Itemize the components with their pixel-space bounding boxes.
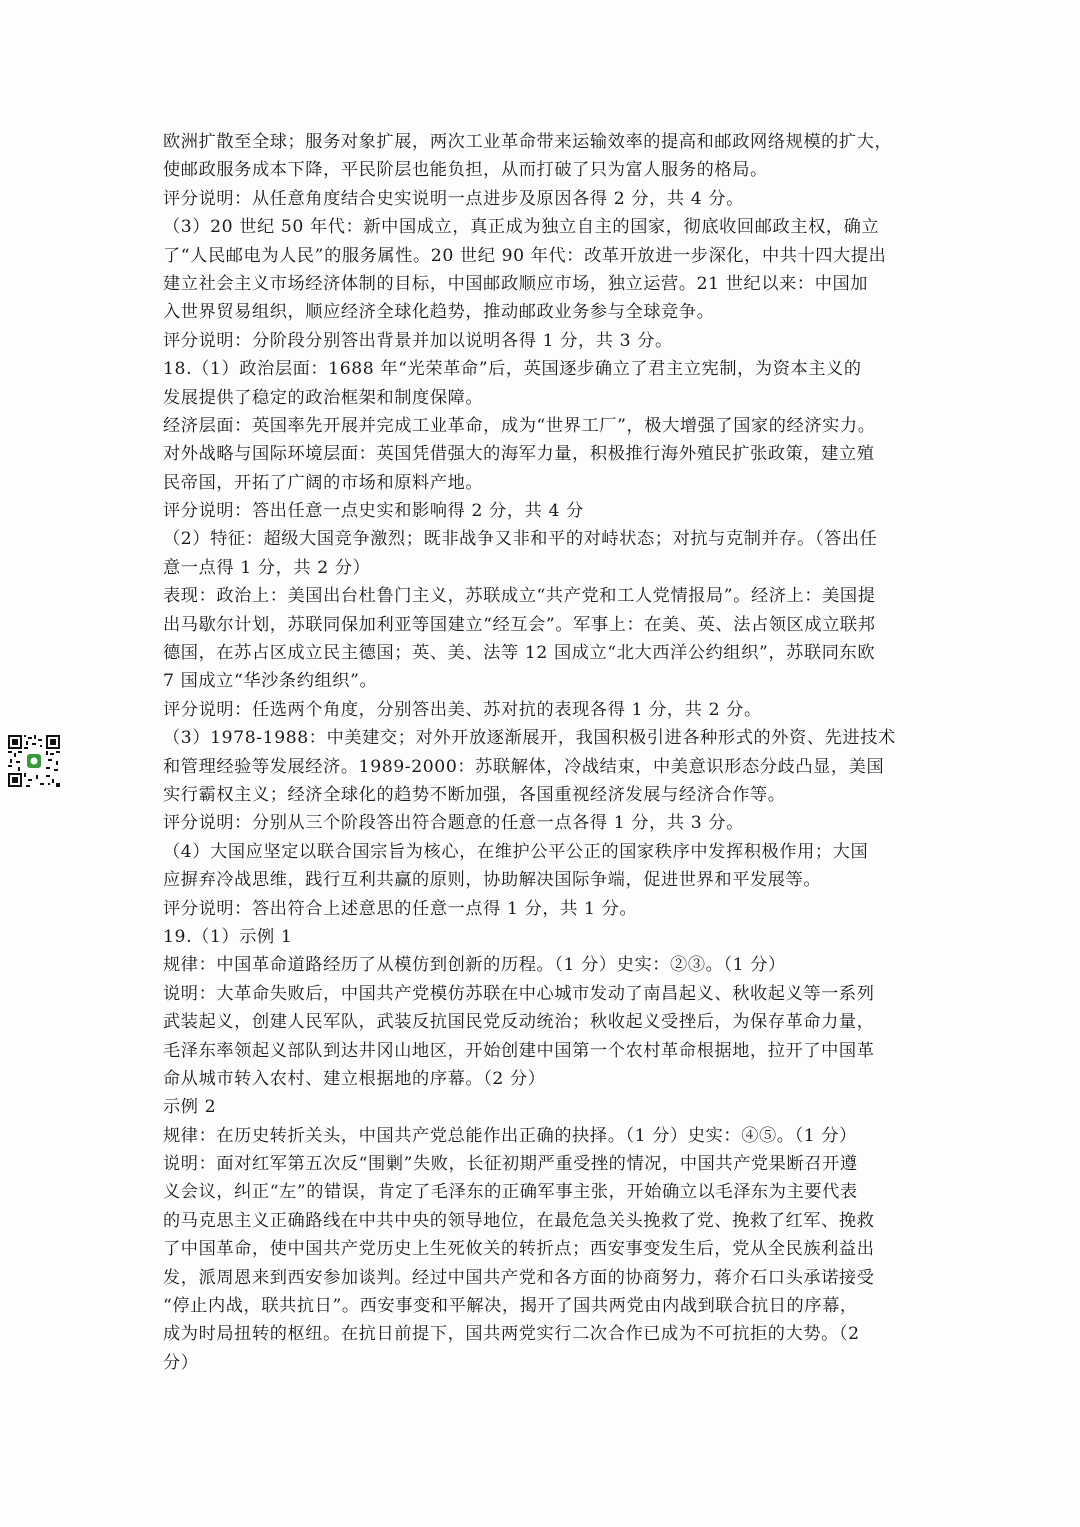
text-line: 成为时局扭转的枢纽。在抗日前提下，国共两党实行二次合作已成为不可抗拒的大势。（2 (163, 1324, 860, 1345)
text-line: 分） (163, 1352, 199, 1373)
text-line: 了中国革命，使中国共产党历史上生死攸关的转折点；西安事变发生后，党从全民族利益出 (163, 1239, 875, 1260)
text-line: 规律：在历史转折关头，中国共产党总能作出正确的抉择。（1 分）史实：④⑤。（1 分） (163, 1125, 857, 1146)
text-line: （3）20 世纪 50 年代：新中国成立，真正成为独立自主的国家，彻底收回邮政主权，确立 (163, 217, 880, 238)
text-line: 了“人民邮电为人民”的服务属性。20 世纪 90 年代：改革开放进一步深化，中共十四大提出 (163, 245, 887, 266)
text-line: （2）特征：超级大国竞争激烈；既非战争又非和平的对峙状态；对抗与克制并存。（答出任 (163, 529, 878, 550)
text-line: （4）大国应坚定以联合国宗旨为核心，在维护公平公正的国家秩序中发挥积极作用；大国 (163, 841, 869, 862)
text-line: 的马克思主义正确路线在中共中央的领导地位，在最危急关头挽救了党、挽救了红军、挽救 (163, 1210, 875, 1231)
scoring-note: 评分说明：分阶段分别答出背景并加以说明各得 1 分，共 3 分。 (163, 330, 673, 351)
scoring-note: 评分说明：任选两个角度，分别答出美、苏对抗的表现各得 1 分，共 2 分。 (163, 699, 762, 720)
text-line: 民帝国，开拓了广阔的市场和原料产地。 (163, 472, 484, 493)
text-line: 实行霸权主义；经济全球化的趋势不断加强，各国重视经济发展与经济合作等。 (163, 784, 786, 805)
text-line: 义会议，纠正“左”的错误，肯定了毛泽东的正确军事主张，开始确立以毛泽东为主要代表 (163, 1182, 858, 1203)
text-line: 发，派周恩来到西安参加谈判。经过中国共产党和各方面的协商努力，蒋介石口头承诺接受 (163, 1267, 875, 1288)
scoring-note: 评分说明：分别从三个阶段答出符合题意的任意一点各得 1 分，共 3 分。 (163, 813, 744, 834)
scoring-note: 评分说明：答出符合上述意思的任意一点得 1 分，共 1 分。 (163, 898, 638, 919)
text-line: 经济层面：英国率先开展并完成工业革命，成为“世界工厂”，极大增强了国家的经济实力。 (163, 415, 876, 436)
document-body (163, 128, 923, 1377)
text-line: 入世界贸易组织，顺应经济全球化趋势，推动邮政业务参与全球竞争。 (163, 302, 715, 323)
text-line: 说明：大革命失败后，中国共产党模仿苏联在中心城市发动了南昌起义、秋收起义等一系列 (163, 983, 875, 1004)
text-line: 建立社会主义市场经济体制的目标，中国邮政顺应市场，独立运营。21 世纪以来：中国加 (163, 273, 869, 294)
text-line: 发展提供了稳定的政治框架和制度保障。 (163, 387, 484, 408)
text-line: 使邮政服务成本下降，平民阶层也能负担，从而打破了只为富人服务的格局。 (163, 160, 768, 181)
text-line: 命从城市转入农村、建立根据地的序幕。（2 分） (163, 1068, 546, 1089)
example-heading: 示例 2 (163, 1097, 217, 1118)
qr-code (6, 733, 62, 789)
text-line: （3）1978-1988：中美建交；对外开放逐渐展开，我国积极引进各种形式的外资、先进技术 (163, 728, 896, 749)
text-line: 7 国成立“华沙条约组织”。 (163, 671, 378, 692)
text-line: 应摒弃冷战思维，践行互利共赢的原则，协助解决国际争端，促进世界和平发展等。 (163, 870, 822, 891)
text-line: 对外战略与国际环境层面：英国凭借强大的海军力量，积极推行海外殖民扩张政策，建立殖 (163, 444, 875, 465)
scoring-note: 评分说明：答出任意一点史实和影响得 2 分，共 4 分 (163, 501, 584, 522)
text-line: 表现：政治上：美国出台杜鲁门主义，苏联成立“共产党和工人党情报局”。经济上：美国提 (163, 586, 876, 607)
scoring-note: 评分说明：从任意角度结合史实说明一点进步及原因各得 2 分，共 4 分。 (163, 188, 744, 209)
text-line: 毛泽东率领起义部队到达井冈山地区，开始创建中国第一个农村革命根据地，拉开了中国革 (163, 1040, 875, 1061)
text-line: 规律：中国革命道路经历了从模仿到创新的历程。（1 分）史实：②③。（1 分） (163, 955, 786, 976)
question-18-heading: 18.（1）政治层面：1688 年“光荣革命”后，英国逐步确立了君主立宪制，为资本主义的 (163, 359, 862, 380)
text-line: 欧洲扩散至全球；服务对象扩展，两次工业革命带来运输效率的提高和邮政网络规模的扩大， (163, 132, 893, 152)
text-line: 武装起义，创建人民军队，武装反抗国民党反动统治；秋收起义受挫后，为保存革命力量， (163, 1012, 875, 1033)
text-line: 说明：面对红军第五次反“围剿”失败，长征初期严重受挫的情况，中国共产党果断召开遵 (163, 1154, 858, 1175)
text-line: “停止内战，联共抗日”。西安事变和平解决，揭开了国共两党由内战到联合抗日的序幕， (163, 1296, 858, 1317)
text-line: 和管理经验等发展经济。1989-2000：苏联解体，冷战结束，中美意识形态分歧凸显，美国 (163, 756, 885, 777)
text-line: 德国，在苏占区成立民主德国；英、美、法等 12 国成立“北大西洋公约组织”，苏联同东欧 (163, 643, 876, 664)
text-line: 意一点得 1 分，共 2 分） (163, 557, 371, 578)
text-line: 出马歇尔计划，苏联同保加利亚等国建立“经互会”。军事上：在美、英、法占领区成立联邦 (163, 614, 876, 635)
question-19-heading: 19.（1）示例 1 (163, 926, 293, 947)
